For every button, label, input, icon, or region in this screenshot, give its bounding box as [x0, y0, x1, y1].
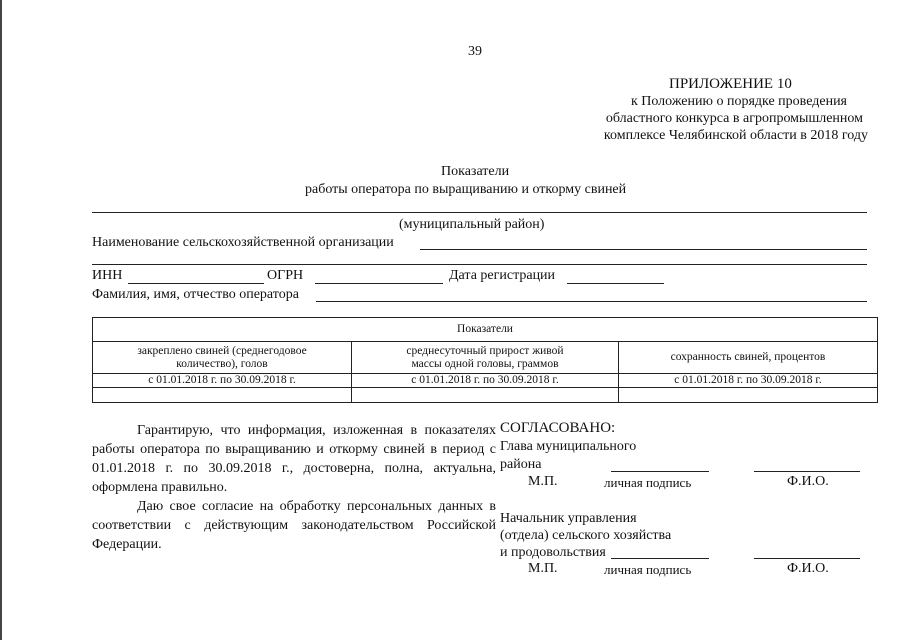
- period-cell: с 01.01.2018 г. по 30.09.2018 г.: [352, 374, 619, 388]
- signature-label-1: личная подпись: [604, 475, 692, 490]
- chief-line-1: Начальник управления: [500, 511, 637, 526]
- approval-head-line-2: района: [500, 457, 542, 472]
- regdate-field[interactable]: [567, 283, 664, 284]
- inn-label: ИНН: [92, 268, 123, 283]
- col-header-pigs: закреплено свиней (среднегодовое количество), голов: [93, 342, 352, 374]
- indicators-table: [92, 317, 878, 403]
- scan-edge: [0, 0, 2, 640]
- value-cell[interactable]: [93, 388, 352, 403]
- appendix-line-3: комплексе Челябинской области в 2018 году: [603, 128, 868, 143]
- ogrn-field[interactable]: [315, 283, 443, 284]
- district-line: [92, 212, 867, 213]
- operator-field[interactable]: [316, 301, 867, 302]
- approval-heading: СОГЛАСОВАНО:: [500, 420, 616, 436]
- stamp-label-1: М.П.: [528, 474, 558, 489]
- guarantee-paragraph-1: Гарантирую, что информация, изложенная в показателях работы оператора по выращиванию и откорму свиней в период с 01.01.2018 г. по 30.09.2018 г., достоверна, полна, актуальна, оформлена правильно.: [92, 423, 496, 495]
- col-header-gain: среднесуточный прирост живой массы одной головы, граммов: [352, 342, 619, 374]
- page-number: 39: [468, 44, 482, 59]
- inn-field[interactable]: [128, 283, 264, 284]
- operator-label: Фамилия, имя, отчество оператора: [92, 287, 299, 302]
- fio-label-1: Ф.И.О.: [787, 474, 829, 489]
- fio-label-2: Ф.И.О.: [787, 561, 829, 576]
- guarantee-paragraph-2: Даю свое согласие на обработку персональных данных в соответствии с действующим законодательством Российской Федерации.: [92, 499, 496, 552]
- fio-line-1[interactable]: [754, 471, 860, 472]
- doc-subtitle: работы оператора по выращиванию и откорму свиней: [305, 182, 627, 197]
- appendix-line-1: к Положению о порядке проведения: [630, 94, 847, 109]
- period-cell: с 01.01.2018 г. по 30.09.2018 г.: [618, 374, 877, 388]
- table-header: Показатели: [93, 318, 878, 342]
- approval-head-line-1: Глава муниципального: [500, 439, 637, 454]
- guarantee-text: [92, 421, 496, 554]
- value-cell[interactable]: [618, 388, 877, 403]
- appendix-line-2: областного конкурса в агропромышленном: [605, 111, 863, 126]
- doc-title: Показатели: [441, 164, 510, 179]
- table-columns-row: [93, 342, 878, 374]
- org-field-continued[interactable]: [92, 264, 867, 265]
- signature-label-2: личная подпись: [604, 562, 692, 577]
- chief-line-2: (отдела) сельского хозяйства: [500, 528, 672, 543]
- stamp-label-2: М.П.: [528, 561, 558, 576]
- table-value-row: [93, 388, 878, 403]
- appendix-title: ПРИЛОЖЕНИЕ 10: [669, 76, 792, 92]
- table-header-row: [93, 318, 878, 342]
- fio-line-2[interactable]: [754, 558, 860, 559]
- col-header-survival: сохранность свиней, процентов: [618, 342, 877, 374]
- table-period-row: [93, 374, 878, 388]
- signature-line-1[interactable]: [611, 471, 709, 472]
- signature-line-2[interactable]: [611, 558, 709, 559]
- period-cell: с 01.01.2018 г. по 30.09.2018 г.: [93, 374, 352, 388]
- district-caption: (муниципальный район): [399, 217, 545, 232]
- ogrn-label: ОГРН: [267, 268, 304, 283]
- org-field[interactable]: [420, 249, 867, 250]
- chief-line-3: и продовольствия: [500, 545, 606, 560]
- regdate-label: Дата регистрации: [449, 268, 556, 283]
- value-cell[interactable]: [352, 388, 619, 403]
- org-label: Наименование сельскохозяйственной организации: [92, 235, 394, 250]
